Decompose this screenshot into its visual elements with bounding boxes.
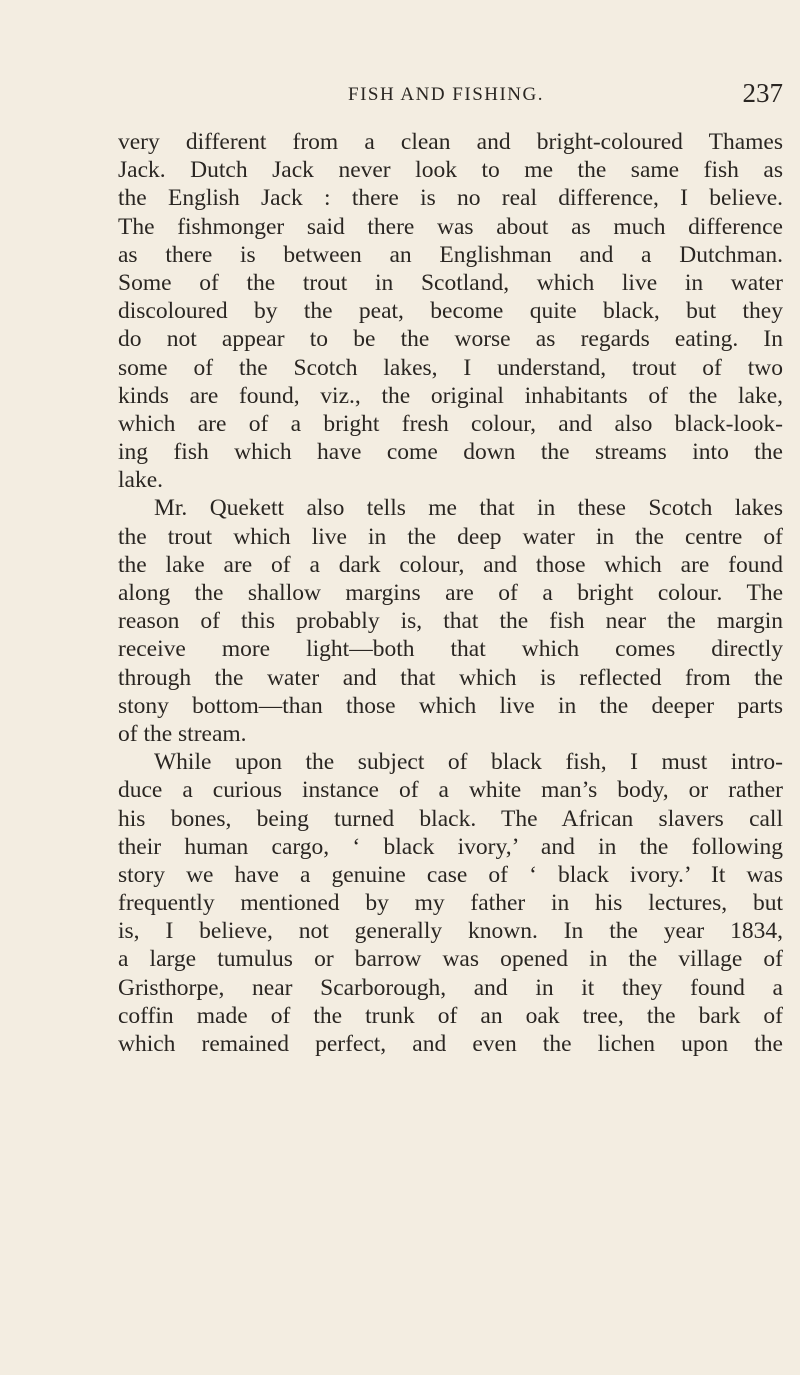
text-line: story we have a genuine case of ‘ black ivory.’ It was [118,861,783,888]
text-line: coffin made of the trunk of an oak tree, the bark of [118,1002,783,1029]
text-line: which are of a bright fresh colour, and also black-look- [118,410,783,437]
text-line: the lake are of a dark colour, and those which are found [118,551,783,578]
text-line: Jack. Dutch Jack never look to me the same fish as [118,157,783,184]
text-line: The fishmonger said there was about as much difference [118,213,783,240]
text-line: stony bottom—than those which live in the deeper parts [118,692,783,719]
text-line: discoloured by the peat, become quite black, but they [118,298,783,325]
text-line: kinds are found, viz., the original inhabitants of the lake, [118,382,783,409]
text-line: Mr. Quekett also tells me that in these Scotch lakes [154,495,783,522]
text-line: lake. [118,467,164,494]
text-line: duce a curious instance of a white man’s body, or rather [118,777,783,804]
text-line: of the stream. [118,720,247,747]
text-line: reason of this probably is, that the fish near the margin [118,608,783,635]
text-line: along the shallow margins are of a bright colour. The [118,580,783,606]
text-line: a large tumulus or barrow was opened in the village of [118,946,783,973]
body-text [118,128,783,1058]
text-line: the English Jack : there is no real difference, I believe. [118,185,783,212]
running-head [118,78,783,114]
text-line: as there is between an Englishman and a Dutchman. [118,241,783,268]
text-line: is, I believe, not generally known. In the year 1834, [118,918,783,945]
text-line: While upon the subject of black fish, I must intro- [154,749,783,776]
text-line: receive more light—both that which comes directly [118,636,783,663]
text-line: Gristhorpe, near Scarborough, and in it they found a [118,974,783,1001]
text-line: his bones, being turned black. The African slavers call [118,805,783,832]
text-line: Some of the trout in Scotland, which live in water [118,269,783,296]
text-line: ing fish which have come down the streams into the [118,439,783,466]
text-line: some of the Scotch lakes, I understand, trout of two [118,354,783,381]
text-line: very different from a clean and bright-coloured Thames [118,129,783,155]
running-title: FISH AND FISHING. [348,84,544,105]
text-line: their human cargo, ‘ black ivory,’ and in the following [118,833,783,860]
text-line: do not appear to be the worse as regards eating. In [118,326,783,353]
text-line: the trout which live in the deep water in the centre of [118,523,783,550]
text-line: frequently mentioned by my father in his lectures, but [118,890,783,917]
page-number: 237 [742,78,783,108]
text-line: through the water and that which is reflected from the [118,664,783,691]
text-line: which remained perfect, and even the lichen upon the [118,1031,783,1057]
